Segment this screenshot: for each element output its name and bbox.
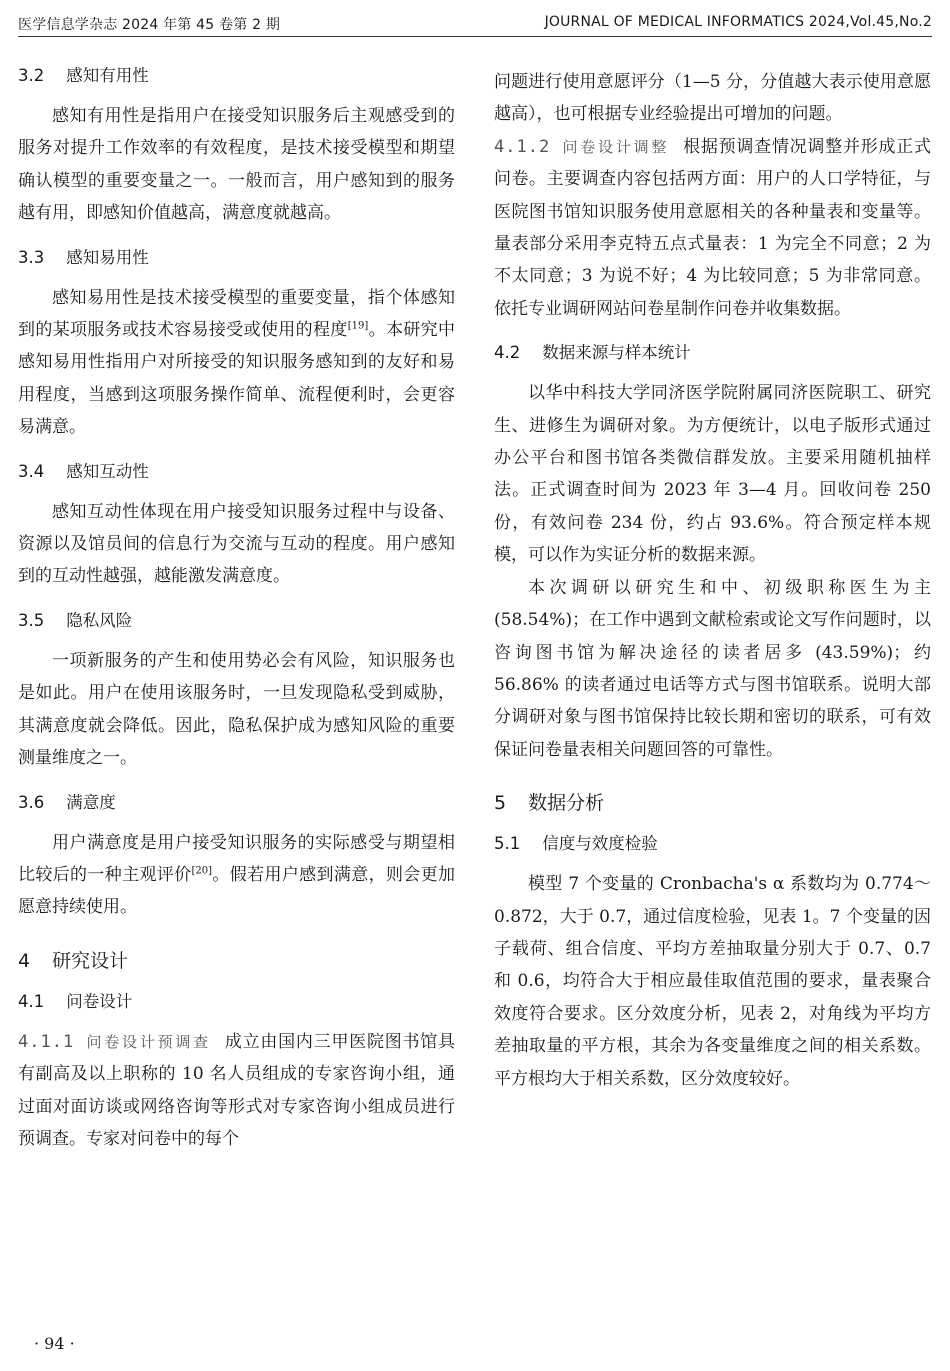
section-heading-4-2: 4.2 数据来源与样本统计 <box>494 343 691 363</box>
paragraph: 4.1.2 问卷设计调整 根据预调查情况调整并形成正式问卷。主要调查内容包括两方面：用户的人口学特征，与医院图书馆知识服务使用意愿相关的各种量表和变量等。量表部分采用李克特五点式量表：1 为完全不同意；2 为不太同意；3 为说不好；4 为比较同意；5 为非常同意。依托专业调研网站问卷星制作问卷并收集数据。 <box>494 136 932 319</box>
paragraph: 用户满意度是用户接受知识服务的实际感受与期望相比较后的一种主观评价[20]。假若用户感到满意，则会更加愿意持续使用。 <box>18 832 456 918</box>
paragraph: 感知易用性是技术接受模型的重要变量，指个体感知到的某项服务或技术容易接受或使用的程度[19]。本研究中感知易用性指用户对所接受的知识服务感知到的友好和易用程度，当感到这项服务操作简单、流程便利时，会更容易满意。 <box>18 287 456 438</box>
left-column <box>18 60 455 1155</box>
journal-header-en: JOURNAL OF MEDICAL INFORMATICS 2024,Vol.45,No.2 <box>544 14 932 30</box>
section-heading-3-4: 3.4 感知互动性 <box>18 461 149 481</box>
section-heading-4: 4 研究设计 <box>18 949 129 972</box>
subsection-number-4-1-2: 4.1.2 <box>494 136 551 157</box>
section-heading-4-1: 4.1 问卷设计 <box>18 991 133 1011</box>
page-number: · 94 · <box>34 1334 75 1353</box>
section-heading-3-3: 3.3 感知易用性 <box>18 247 149 267</box>
right-column <box>494 66 931 1095</box>
paragraph: 本次调研以研究生和中、初级职称医生为主(58.54%)；在工作中遇到文献检索或论文写作问题时，以咨询图书馆为解决途径的读者居多 (43.59%)；约 56.86% 的读者通过电话等方式与图书馆联系。说明大部分调研对象与图书馆保持比较长期和密切的联系，可有效保证问卷量表相关问题回答的可靠性。 <box>494 577 931 760</box>
paragraph-continued: 问题进行使用意愿评分（1—5 分，分值越大表示使用意愿越高），也可根据专业经验提出可增加的问题。 <box>494 72 931 125</box>
journal-header-cn: 医学信息学杂志 2024 年第 45 卷第 2 期 <box>18 17 281 33</box>
section-heading-3-5: 3.5 隐私风险 <box>18 610 133 630</box>
running-header <box>18 6 932 37</box>
citation: [20] <box>191 865 213 877</box>
subsection-title-4-1-2: 问卷设计调整 <box>562 137 670 156</box>
paragraph: 感知有用性是指用户在接受知识服务后主观感受到的服务对提升工作效率的有效程度，是技术接受模型和期望确认模型的重要变量之一。一般而言，用户感知到的服务越有用，即感知价值越高，满意度就越高。 <box>18 106 455 224</box>
paragraph: 以华中科技大学同济医学院附属同济医院职工、研究生、进修生为调研对象。为方便统计，以电子版形式通过办公平台和图书馆各类微信群发放。主要采用随机抽样法。正式调查时间为 2023 年 3—4 月。回收问卷 250 份，有效问卷 234 份，约占 93.6%。符合预定样本规模，可以作为实证分析的数据来源。 <box>494 383 931 566</box>
paragraph: 感知互动性体现在用户接受知识服务过程中与设备、资源以及馆员间的信息行为交流与互动的程度。用户感知到的互动性越强，越能激发满意度。 <box>18 501 455 587</box>
paragraph: 模型 7 个变量的 Cronbacha's α 系数均为 0.774～0.872，大于 0.7，通过信度检验，见表 1。7 个变量的因子载荷、组合信度、平均方差抽取量分别大于 0.7、0.7 和 0.6，均符合大于相应最佳取值范围的要求，量表聚合效度符合要求。区分效度分析，见表 2，对角线为平均方差抽取量的平方根，其余为各变量维度之间的相关系数。平方根均大于相关系数，区分效度较好。 <box>494 874 931 1089</box>
section-heading-3-6: 3.6 满意度 <box>18 792 116 812</box>
paragraph: 4.1.1 问卷设计预调查 成立由国内三甲医院图书馆具有副高及以上职称的 10 名人员组成的专家咨询小组，通过面对面访谈或网络咨询等形式对专家咨询小组成员进行预调查。专家对问卷中的每个 <box>18 1031 456 1149</box>
citation: [19] <box>347 320 369 332</box>
section-heading-5-1: 5.1 信度与效度检验 <box>494 834 658 854</box>
section-heading-5: 5 数据分析 <box>494 792 605 815</box>
subsection-number-4-1-1: 4.1.1 <box>18 1031 75 1052</box>
section-heading-3-2: 3.2 感知有用性 <box>18 66 149 85</box>
paragraph: 一项新服务的产生和使用势必会有风险，知识服务也是如此。用户在使用该服务时，一旦发现隐私受到威胁，其满意度就会降低。因此，隐私保护成为感知风险的重要测量维度之一。 <box>18 650 455 769</box>
subsection-title-4-1-1: 问卷设计预调查 <box>86 1032 211 1051</box>
